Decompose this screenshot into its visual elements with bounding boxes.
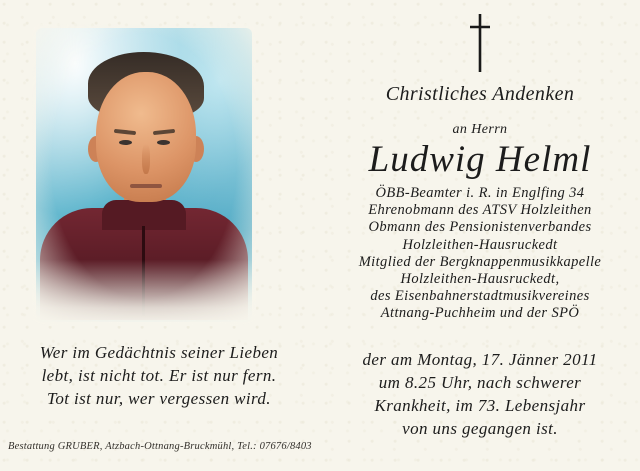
role-line: ÖBB-Beamter i. R. in Englfing 34 bbox=[375, 185, 585, 201]
memorial-text-panel bbox=[320, 0, 640, 471]
photo-feathered-edge bbox=[32, 24, 256, 326]
role-line: Attnang-Puchheim und der SPÖ bbox=[380, 305, 580, 322]
role-line: Holzleithen-Hausruckedt bbox=[402, 236, 558, 253]
passing-line: von uns gegangen ist. bbox=[402, 419, 558, 438]
poem-line: lebt, ist nicht tot. Er ist nur fern. bbox=[41, 366, 277, 385]
role-line: Ehrenobmann des ATSV Holzleithen bbox=[368, 202, 592, 219]
remembrance-poem bbox=[0, 341, 318, 410]
memorial-header: Christliches Andenken bbox=[385, 83, 575, 105]
roles-list bbox=[320, 185, 640, 323]
portrait-photo bbox=[36, 28, 252, 322]
poem-line: Tot ist nur, wer vergessen wird. bbox=[47, 389, 271, 408]
poem-line: Wer im Gedächtnis seiner Lieben bbox=[39, 343, 279, 362]
passing-line: Krankheit, im 73. Lebensjahr bbox=[374, 396, 586, 415]
role-line: Obmann des Pensionistenverbandes bbox=[368, 219, 592, 236]
deceased-name: Ludwig Helml bbox=[368, 139, 592, 180]
passing-line: um 8.25 Uhr, nach schwerer bbox=[378, 373, 582, 392]
role-line: des Eisenbahnerstadtmusikvereines bbox=[370, 288, 590, 305]
funeral-home-line: Bestattung GRUBER, Atzbach-Ottnang-Bruckmühl, Tel.: 07676/8403 bbox=[8, 441, 312, 452]
role-line: Holzleithen-Hausruckedt, bbox=[400, 271, 560, 288]
role-line: Mitglied der Bergknappenmusikkapelle bbox=[358, 253, 602, 270]
cross-icon bbox=[466, 12, 494, 74]
salutation: an Herrn bbox=[452, 122, 508, 137]
passing-line: der am Montag, 17. Jänner 2011 bbox=[362, 350, 598, 369]
passing-details bbox=[320, 348, 640, 440]
